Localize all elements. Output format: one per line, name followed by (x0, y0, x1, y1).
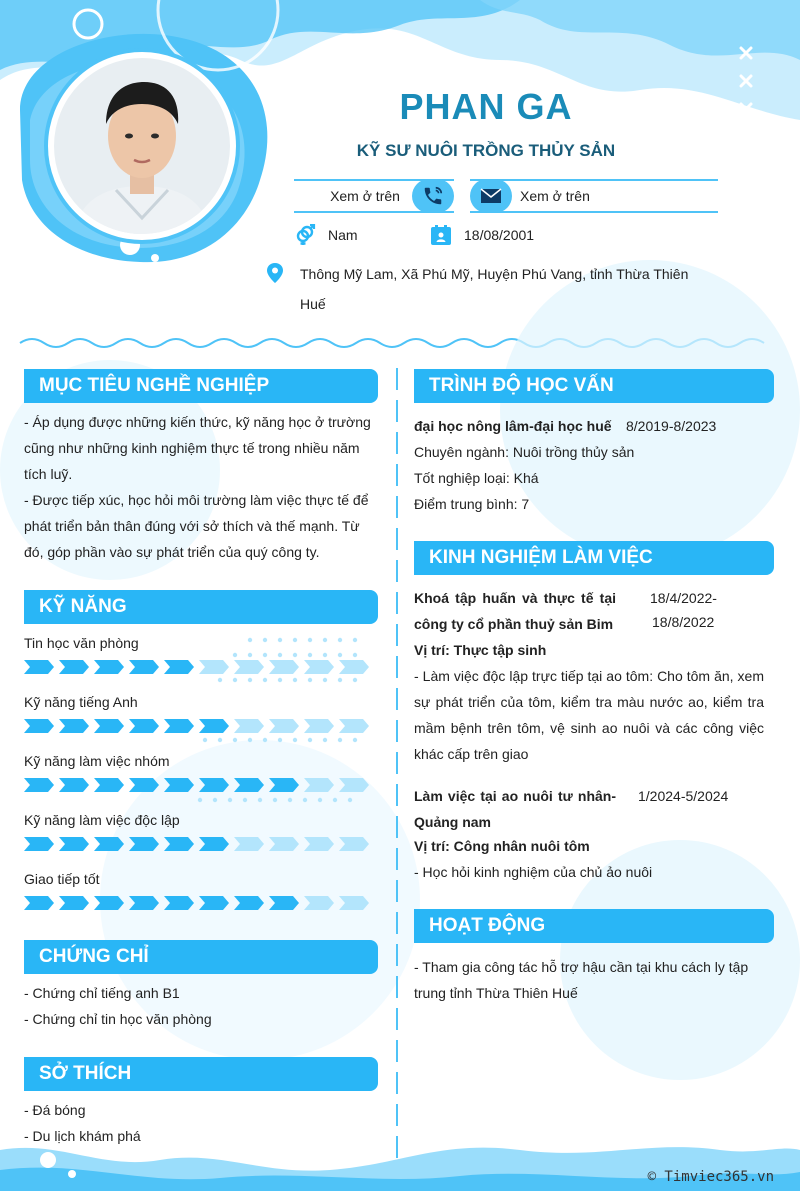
experience-heading-row (414, 585, 764, 637)
experience-period-end: 18/8/2022 (652, 614, 715, 630)
skill-segment-empty (269, 837, 299, 851)
skill-segment-empty (269, 719, 299, 733)
skill-segment-filled (164, 896, 194, 910)
skill-bar (24, 718, 374, 734)
skill-segment-filled (199, 778, 229, 792)
skill-segment-filled (59, 837, 89, 851)
list-item: - Đá bóng (24, 1102, 86, 1118)
skill-segment-filled (24, 837, 54, 851)
skill-segment-filled (164, 660, 194, 674)
skill-name: Tin học văn phòng (24, 635, 139, 651)
candidate-name: PHAN GA (399, 86, 573, 127)
section-activities-header: HOẠT ĐỘNG (414, 909, 774, 943)
objective-paragraph: - Được tiếp xúc, học hỏi môi trường làm việc thực tế để phát triển bản thân đúng với sở thích và thế mạnh. Từ đó, góp phần vào sự phát triển của quý công ty. (24, 492, 369, 560)
address-row (264, 259, 700, 319)
avatar (44, 48, 240, 244)
skill-bar (24, 836, 374, 852)
skill-segment-filled (199, 719, 229, 733)
job-title: KỸ SƯ NUÔI TRỒNG THỦY SẢN (356, 141, 616, 160)
experience-heading-row (414, 783, 764, 833)
watermark: © Timviec365.vn (647, 1169, 774, 1185)
address-value: Thông Mỹ Lam, Xã Phú Mỹ, Huyện Phú Vang, tỉnh Thừa Thiên Huế (300, 266, 689, 312)
skill-segment-filled (24, 719, 54, 733)
experience-description: - Học hỏi kinh nghiệm của chủ ảo nuôi (414, 864, 653, 880)
hobbies-list (24, 1097, 378, 1149)
skill-segment-filled (24, 896, 54, 910)
section-hobbies-header: SỞ THÍCH (24, 1057, 378, 1091)
objective-paragraph: - Áp dụng được những kiến thức, kỹ năng học ở trường cũng như những kinh nghiệm thực tế trong nhiều năm tích luỹ. (24, 414, 371, 482)
skill-segment-filled (59, 660, 89, 674)
experience-item (414, 783, 764, 885)
section-certificates-header: CHỨNG CHỈ (24, 940, 378, 974)
skill-segment-filled (129, 778, 159, 792)
education-school-row (414, 413, 774, 439)
skill-segment-empty (304, 837, 334, 851)
email-contact (470, 179, 718, 213)
skill-name: Giao tiếp tốt (24, 871, 100, 887)
skill-bar (24, 659, 374, 675)
skill-bar (24, 895, 374, 911)
experience-period-start: 18/4/2022- (650, 590, 717, 606)
school-name: đại học nông lâm-đại học huế (414, 418, 612, 434)
skill-segment-filled (199, 896, 229, 910)
gender-icon (294, 224, 316, 246)
skill-segment-filled (234, 778, 264, 792)
skill-segment-filled (129, 719, 159, 733)
list-item: - Chứng chỉ tin học văn phòng (24, 1011, 212, 1027)
column-divider (396, 368, 398, 1158)
section-education-header: TRÌNH ĐỘ HỌC VẤN (414, 369, 774, 403)
skill-segment-empty (339, 896, 369, 910)
skill-segment-empty (234, 719, 264, 733)
section-skills-header: KỸ NĂNG (24, 590, 378, 624)
education-major: Chuyên ngành: Nuôi trồng thủy sản (414, 444, 635, 460)
birthday-row (430, 224, 534, 246)
skill-segment-filled (129, 660, 159, 674)
skill-segment-filled (94, 896, 124, 910)
skill-segment-filled (269, 896, 299, 910)
skill-segment-empty (339, 837, 369, 851)
skill-segment-filled (94, 660, 124, 674)
skill-segment-filled (24, 660, 54, 674)
skill-segment-empty (304, 778, 334, 792)
skill-segment-filled (164, 837, 194, 851)
skill-segment-empty (339, 778, 369, 792)
skill-name: Kỹ năng làm việc nhóm (24, 753, 170, 769)
list-item: - Du lịch khám phá (24, 1128, 141, 1144)
experience-position: Vị trí: Thực tập sinh (414, 642, 547, 658)
company-name: Làm việc tại ao nuôi tư nhân-Quảng nam (414, 788, 616, 830)
location-pin-icon (264, 262, 286, 284)
skill-segment-empty (304, 896, 334, 910)
skill-segment-empty (304, 660, 334, 674)
skill-segment-empty (199, 660, 229, 674)
skill-segment-filled (129, 837, 159, 851)
skill-name: Kỹ năng tiếng Anh (24, 694, 138, 710)
skill-bar (24, 777, 374, 793)
experience-item (414, 585, 764, 767)
email-value: Xem ở trên (520, 188, 590, 204)
skill-segment-filled (59, 719, 89, 733)
experience-position: Vị trí: Công nhân nuôi tôm (414, 838, 590, 854)
skill-segment-filled (164, 719, 194, 733)
skill-segment-filled (94, 719, 124, 733)
skill-segment-empty (269, 660, 299, 674)
education-grade: Tốt nghiệp loại: Khá (414, 470, 539, 486)
skill-segment-empty (339, 719, 369, 733)
skill-segment-filled (234, 896, 264, 910)
skill-segment-filled (164, 778, 194, 792)
skill-name: Kỹ năng làm việc độc lập (24, 812, 180, 828)
skill-segment-filled (94, 778, 124, 792)
skill-segment-empty (234, 837, 264, 851)
certificates-list (24, 980, 378, 1032)
skill-segment-empty (339, 660, 369, 674)
section-objective-header: MỤC TIÊU NGHỀ NGHIỆP (24, 369, 378, 403)
skill-segment-filled (59, 896, 89, 910)
skill-segment-filled (94, 837, 124, 851)
list-item: - Chứng chỉ tiếng anh B1 (24, 985, 180, 1001)
phone-contact (294, 179, 454, 213)
education-period: 8/2019-8/2023 (626, 418, 717, 434)
education-gpa: Điểm trung bình: 7 (414, 496, 530, 512)
section-experience-header: KINH NGHIỆM LÀM VIỆC (414, 541, 774, 575)
experience-period-start: 1/2024-5/2024 (638, 788, 729, 804)
phone-value: Xem ở trên (330, 188, 400, 204)
avatar-photo (54, 58, 230, 234)
skill-segment-filled (59, 778, 89, 792)
skill-segment-filled (269, 778, 299, 792)
birthday-value: 18/08/2001 (464, 227, 535, 243)
skill-segment-filled (199, 837, 229, 851)
activities-description: - Tham gia công tác hỗ trợ hậu cần tại khu cách ly tập trung tỉnh Thừa Thiên Huế (414, 959, 749, 1001)
skill-segment-empty (234, 660, 264, 674)
experience-description: - Làm việc độc lập trực tiếp tại ao tôm: Cho tôm ăn, xem sự phát triển của tôm, kiểm tra màu nước ao, kiểm tra mầm bệnh trên tôm, vệ sinh ao nuôi và các công việc khác cấp trên giao (414, 668, 764, 762)
mail-icon (470, 179, 512, 213)
company-name: Khoá tập huấn và thực tế tại công ty cổ phần thuỷ sản Bim (414, 590, 616, 632)
gender-value: Nam (328, 227, 358, 243)
skill-segment-empty (304, 719, 334, 733)
education-block (414, 413, 774, 517)
calendar-icon (430, 224, 452, 246)
phone-icon (412, 179, 454, 213)
skill-segment-filled (129, 896, 159, 910)
objective-text (24, 409, 378, 565)
gender-row (294, 224, 358, 246)
skill-segment-filled (24, 778, 54, 792)
